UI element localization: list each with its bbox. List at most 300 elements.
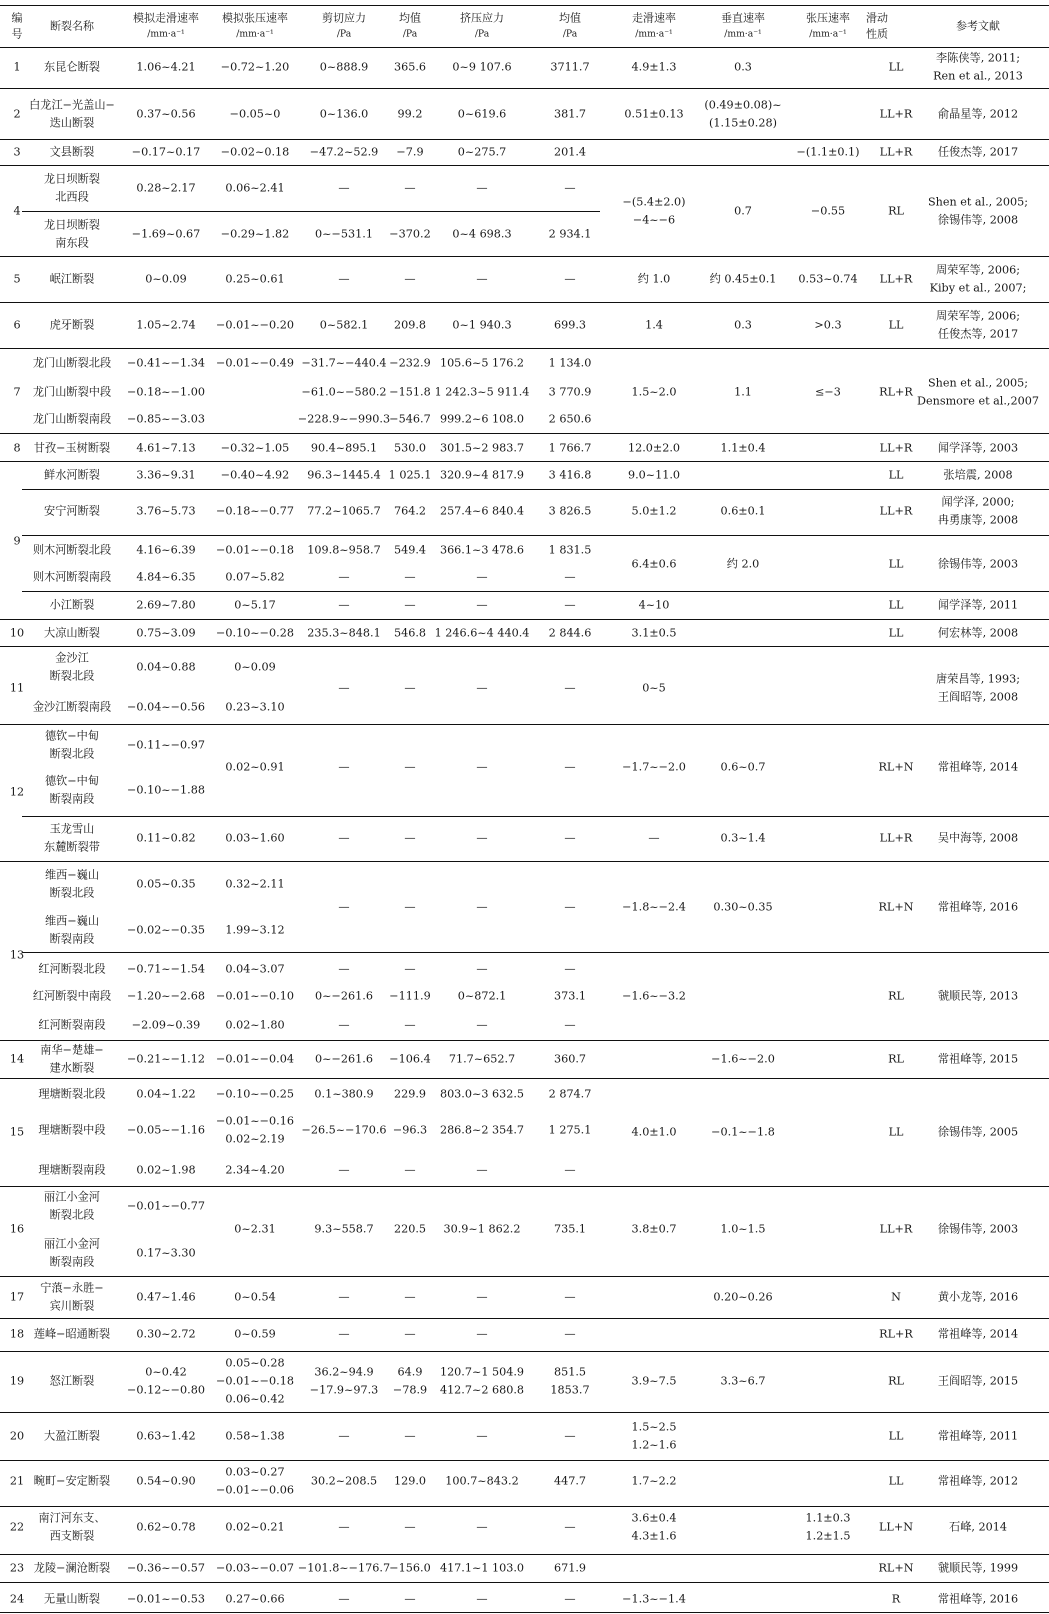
cell-sim-ext: −0.32~1.05 <box>220 441 290 455</box>
cell-ref: 徐锡伟等, 2008 <box>937 213 1019 227</box>
cell-mean2: — <box>564 962 576 976</box>
cell-shear: 0~888.9 <box>319 60 369 74</box>
cell-slip: 3.8±0.7 <box>631 1222 677 1236</box>
cell-sim-slip: 0.30~2.72 <box>136 1327 196 1341</box>
cell-vert: 0.3 <box>734 60 752 74</box>
cell-mean2: — <box>564 900 576 914</box>
cell-slip: −(5.4±2.0) <box>622 195 686 209</box>
cell-sim-slip: 0.54~0.90 <box>136 1474 196 1488</box>
table-rule <box>0 1582 1049 1583</box>
fault-name: 金沙江 <box>55 651 89 665</box>
cell-slip: 5.0±1.2 <box>631 504 677 518</box>
cell-ref: 闻学泽等, 2011 <box>937 598 1019 612</box>
cell-sim-slip: 2.69~7.80 <box>136 598 196 612</box>
cell-mean2: — <box>564 1290 576 1304</box>
cell-sim-ext: 0.02~2.19 <box>225 1132 285 1146</box>
row-number: 19 <box>9 1374 25 1388</box>
cell-ref: 常祖峰等, 2014 <box>937 1327 1019 1341</box>
table-rule <box>22 816 1049 817</box>
cell-mean1: — <box>404 570 416 584</box>
cell-slip: 12.0±2.0 <box>627 441 681 455</box>
fault-name: 岷江断裂 <box>49 272 95 286</box>
cell-sim-ext: −0.01~−0.49 <box>216 356 294 370</box>
cell-comp: — <box>476 1592 488 1606</box>
cell-sim-ext: 0~0.54 <box>234 1290 276 1304</box>
cell-ref: 王阎昭等, 2008 <box>937 690 1019 704</box>
cell-ref: 虢顺民等, 2013 <box>937 989 1019 1003</box>
cell-sim-slip: 0.02~1.98 <box>136 1163 196 1177</box>
cell-nature: RL <box>888 989 904 1003</box>
cell-vert: (1.15±0.28) <box>709 116 777 130</box>
cell-mean2: 3 416.8 <box>548 468 592 482</box>
cell-sim-ext: −0.01~−0.10 <box>216 989 294 1003</box>
cell-nature: LL+R <box>879 504 913 518</box>
fault-name: 南华−楚雄− <box>40 1043 104 1057</box>
cell-mean1: — <box>404 1520 416 1534</box>
header-no: 编 <box>11 11 23 25</box>
cell-slip: 1.5~2.0 <box>631 385 677 399</box>
table-rule <box>0 433 1049 434</box>
cell-mean2: 1 766.7 <box>548 441 592 455</box>
fault-name: 丽江小金河 <box>44 1237 100 1251</box>
cell-nature: LL <box>888 598 904 612</box>
cell-slip: 4.3±1.6 <box>631 1529 677 1543</box>
cell-mean2: 3711.7 <box>550 60 590 74</box>
cell-ext: 0.53~0.74 <box>798 272 858 286</box>
cell-slip: 1.7~2.2 <box>631 1474 677 1488</box>
fault-name: 建水断裂 <box>49 1061 95 1075</box>
cell-ref: 周荣军等, 2006; <box>935 309 1021 323</box>
fault-name: 断裂北段 <box>49 747 95 761</box>
cell-ref: 闻学泽等, 2003 <box>937 441 1019 455</box>
cell-nature: RL+N <box>878 760 914 774</box>
cell-nature: LL+R <box>879 145 913 159</box>
cell-slip: 4~10 <box>638 598 670 612</box>
cell-mean2: 851.5 <box>553 1365 587 1379</box>
fault-name: 北西段 <box>55 190 89 204</box>
cell-mean1: −156.0 <box>389 1561 431 1575</box>
fault-name: 理塘断裂南段 <box>38 1163 106 1177</box>
header-shear-unit: /Pa <box>336 28 352 40</box>
cell-mean1: −370.2 <box>389 227 431 241</box>
cell-sim-ext: −0.01~−0.20 <box>216 318 294 332</box>
cell-mean1: −546.7 <box>389 412 431 426</box>
cell-nature: LL+R <box>879 831 913 845</box>
cell-mean1: 546.8 <box>393 626 427 640</box>
cell-slip: 6.4±0.6 <box>631 557 677 571</box>
cell-shear: — <box>338 831 350 845</box>
row-number: 1 <box>13 60 21 74</box>
cell-shear: — <box>338 1018 350 1032</box>
cell-ref: Shen et al., 2005; <box>927 195 1029 209</box>
table-rule <box>0 5 1049 6</box>
row-number: 20 <box>9 1429 25 1443</box>
table-rule <box>0 1276 1049 1277</box>
cell-sim-ext: 0.03~0.27 <box>225 1465 285 1479</box>
cell-sim-slip: −0.01~−0.53 <box>127 1592 205 1606</box>
cell-sim-slip: −0.17~0.17 <box>131 145 201 159</box>
table-rule <box>0 88 1049 89</box>
cell-ref: 常祖峰等, 2016 <box>937 1592 1019 1606</box>
cell-slip: 1.2~1.6 <box>631 1438 677 1452</box>
cell-ref: 周荣军等, 2006; <box>935 263 1021 277</box>
cell-shear: 9.3~558.7 <box>314 1222 374 1236</box>
table-rule <box>0 861 1049 862</box>
cell-comp: — <box>476 1327 488 1341</box>
cell-ref: 常祖峰等, 2011 <box>937 1429 1019 1443</box>
cell-sim-ext: 2.34~4.20 <box>225 1163 285 1177</box>
cell-shear: — <box>338 681 350 695</box>
cell-shear: 235.3~848.1 <box>307 626 381 640</box>
cell-shear: — <box>338 272 350 286</box>
cell-sim-slip: 0.04~1.22 <box>136 1087 196 1101</box>
cell-mean2: 1 831.5 <box>548 543 592 557</box>
cell-nature: RL+N <box>878 900 914 914</box>
cell-mean2: 3 770.9 <box>548 385 592 399</box>
cell-nature: LL+R <box>879 107 913 121</box>
fault-name: 金沙江断裂南段 <box>32 700 112 714</box>
cell-slip: −1.7~−2.0 <box>622 760 686 774</box>
fault-name: 德钦−中甸 <box>44 774 100 788</box>
cell-mean2: — <box>564 1163 576 1177</box>
cell-sim-slip: 0.04~0.88 <box>136 660 196 674</box>
fault-name: 宾川断裂 <box>49 1299 95 1313</box>
cell-sim-slip: −0.02~−0.35 <box>127 923 205 937</box>
cell-ref: 吴中海等, 2008 <box>937 831 1019 845</box>
header-sim_slip-unit: /mm·a⁻¹ <box>147 28 185 40</box>
cell-comp: 301.5~2 983.7 <box>439 441 525 455</box>
row-number: 23 <box>9 1561 25 1575</box>
cell-comp: 999.2~6 108.0 <box>439 412 525 426</box>
cell-mean1: 549.4 <box>393 543 427 557</box>
row-number: 17 <box>9 1290 25 1304</box>
cell-ref: 王阎昭等, 2015 <box>937 1374 1019 1388</box>
cell-comp: — <box>476 1163 488 1177</box>
cell-sim-ext: −0.29~1.82 <box>220 227 290 241</box>
table-rule <box>0 1351 1049 1352</box>
table-rule <box>0 1554 1049 1555</box>
cell-sim-ext: 0.27~0.66 <box>225 1592 285 1606</box>
cell-mean2: 1853.7 <box>550 1383 590 1397</box>
cell-vert: 3.3~6.7 <box>720 1374 766 1388</box>
cell-sim-ext: −0.10~−0.25 <box>216 1087 294 1101</box>
cell-shear: −31.7~−440.4 <box>301 356 387 370</box>
header-sim_ext-unit: /mm·a⁻¹ <box>236 28 274 40</box>
cell-sim-ext: −0.02~0.18 <box>220 145 290 159</box>
cell-comp: — <box>476 1018 488 1032</box>
cell-sim-slip: −0.21~−1.12 <box>127 1052 205 1066</box>
cell-comp: — <box>476 272 488 286</box>
cell-shear: — <box>338 1592 350 1606</box>
cell-comp: 320.9~4 817.9 <box>439 468 525 482</box>
fault-name: 西支断裂 <box>49 1529 95 1543</box>
cell-mean1: −78.9 <box>392 1383 428 1397</box>
cell-ref: 李陈侠等, 2011; <box>935 51 1021 65</box>
cell-sim-slip: 0.47~1.46 <box>136 1290 196 1304</box>
cell-ext: >0.3 <box>814 318 842 332</box>
cell-sim-slip: 1.06~4.21 <box>136 60 196 74</box>
row-number: 13 <box>9 948 25 962</box>
cell-shear: 0~−531.1 <box>315 227 373 241</box>
cell-ref: Ren et al., 2013 <box>933 69 1023 83</box>
cell-comp: 0~9 107.6 <box>452 60 512 74</box>
cell-sim-slip: −0.10~−1.88 <box>127 783 205 797</box>
cell-comp: — <box>476 181 488 195</box>
header-comp: 挤压应力 <box>460 11 504 25</box>
fault-name: 断裂北段 <box>49 1208 95 1222</box>
row-number: 9 <box>13 534 21 548</box>
cell-mean2: 1 134.0 <box>548 356 592 370</box>
fault-name: 龙门山断裂南段 <box>32 412 112 426</box>
cell-vert: 约 0.45±0.1 <box>709 272 777 286</box>
cell-shear: −17.9~97.3 <box>309 1383 379 1397</box>
cell-mean1: — <box>404 760 416 774</box>
cell-mean2: 671.9 <box>553 1561 587 1575</box>
cell-comp: 417.1~1 103.0 <box>439 1561 525 1575</box>
cell-comp: — <box>476 1429 488 1443</box>
cell-nature: RL <box>888 204 904 218</box>
cell-slip: −1.8~−2.4 <box>622 900 686 914</box>
cell-comp: 71.7~652.7 <box>448 1052 516 1066</box>
fault-name: 维西−巍山 <box>44 868 100 882</box>
cell-ext: −0.55 <box>810 204 846 218</box>
fault-name: 南东段 <box>55 236 89 250</box>
cell-nature: RL+R <box>879 1327 913 1341</box>
fault-name: 断裂南段 <box>49 792 95 806</box>
table-rule <box>22 535 1049 536</box>
cell-slip: 4.0±1.0 <box>631 1125 677 1139</box>
cell-sim-ext: 0.02~1.80 <box>225 1018 285 1032</box>
row-number: 6 <box>13 318 21 332</box>
cell-sim-ext: 0.32~2.11 <box>225 877 285 891</box>
row-number: 4 <box>13 204 21 218</box>
cell-ref: 常祖峰等, 2014 <box>937 760 1019 774</box>
cell-mean2: 2 874.7 <box>548 1087 592 1101</box>
cell-sim-slip: −1.69~0.67 <box>131 227 201 241</box>
header-ref: 参考文献 <box>956 19 1000 33</box>
cell-shear: — <box>338 1429 350 1443</box>
cell-slip: −1.3~−1.4 <box>622 1592 686 1606</box>
cell-sim-slip: −0.05~−1.16 <box>127 1123 205 1137</box>
cell-comp: — <box>476 570 488 584</box>
cell-ref: 任俊杰等, 2017 <box>937 145 1019 159</box>
fault-name: 东麓断裂带 <box>44 840 100 854</box>
row-number: 22 <box>9 1520 25 1534</box>
fault-name: 断裂南段 <box>49 932 95 946</box>
cell-slip: 9.0~11.0 <box>627 468 681 482</box>
cell-mean1: 209.8 <box>393 318 427 332</box>
cell-mean1: — <box>404 1592 416 1606</box>
cell-mean1: 1 025.1 <box>388 468 432 482</box>
cell-sim-slip: −0.41~−1.34 <box>127 356 205 370</box>
cell-comp: 100.7~843.2 <box>445 1474 519 1488</box>
cell-sim-slip: 0.05~0.35 <box>136 877 196 891</box>
cell-mean2: 381.7 <box>553 107 587 121</box>
table-rule <box>0 461 1049 462</box>
fault-name: 甘孜−玉树断裂 <box>33 441 111 455</box>
header-mean2-unit: /Pa <box>562 28 578 40</box>
cell-vert: 0.6±0.1 <box>720 504 766 518</box>
fault-name: 文县断裂 <box>49 145 95 159</box>
cell-vert: 约 2.0 <box>726 557 760 571</box>
header-nature-unit: 性质 <box>866 27 888 41</box>
cell-ref: 任俊杰等, 2017 <box>937 327 1019 341</box>
cell-mean1: — <box>404 900 416 914</box>
table-rule <box>0 1412 1049 1413</box>
cell-ref: 张培震, 2008 <box>943 468 1013 482</box>
cell-nature: LL+R <box>879 441 913 455</box>
cell-mean2: — <box>564 760 576 774</box>
fault-name: 畹町−安定断裂 <box>33 1474 111 1488</box>
row-number: 16 <box>9 1222 25 1236</box>
cell-mean1: 365.6 <box>393 60 427 74</box>
cell-mean1: −106.4 <box>389 1052 431 1066</box>
fault-name: 断裂北段 <box>49 669 95 683</box>
cell-mean2: — <box>564 1018 576 1032</box>
fault-name: 怒江断裂 <box>49 1374 95 1388</box>
cell-slip: 0.51±0.13 <box>624 107 684 121</box>
cell-sim-ext: 0.06~2.41 <box>225 181 285 195</box>
cell-mean2: 2 650.6 <box>548 412 592 426</box>
cell-shear: 77.2~1065.7 <box>307 504 381 518</box>
cell-sim-ext: −0.03~−0.07 <box>216 1561 294 1575</box>
cell-mean1: 764.2 <box>393 504 427 518</box>
cell-ref: 黄小龙等, 2016 <box>937 1290 1019 1304</box>
cell-mean2: — <box>564 681 576 695</box>
cell-vert: 1.0~1.5 <box>720 1222 766 1236</box>
table-rule <box>0 1506 1049 1507</box>
cell-mean2: — <box>564 598 576 612</box>
cell-ref: 唐荣昌等, 1993; <box>935 672 1021 686</box>
cell-nature: LL <box>888 557 904 571</box>
fault-name: 断裂南段 <box>49 1255 95 1269</box>
cell-comp: 105.6~5 176.2 <box>439 356 525 370</box>
table-rule <box>0 1460 1049 1461</box>
cell-comp: 0~619.6 <box>457 107 507 121</box>
table-rule <box>0 619 1049 620</box>
cell-nature: LL+R <box>879 272 913 286</box>
cell-nature: LL <box>888 1474 904 1488</box>
cell-nature: LL <box>888 60 904 74</box>
fault-name: 宁蒗−永胜− <box>40 1281 104 1295</box>
cell-nature: R <box>891 1592 901 1606</box>
cell-vert: (0.49±0.08)~ <box>704 98 782 112</box>
cell-shear: 96.3~1445.4 <box>307 468 381 482</box>
cell-mean2: — <box>564 570 576 584</box>
cell-ref: 何宏林等, 2008 <box>937 626 1019 640</box>
cell-comp: 0~872.1 <box>457 989 507 1003</box>
cell-comp: — <box>476 1290 488 1304</box>
fault-name: 龙陵−澜沧断裂 <box>33 1561 111 1575</box>
row-number: 21 <box>9 1474 25 1488</box>
cell-sim-ext: 0.23~3.10 <box>225 700 285 714</box>
row-number: 18 <box>9 1327 25 1341</box>
cell-vert: 0.7 <box>734 204 752 218</box>
cell-comp: — <box>476 1520 488 1534</box>
cell-ref: 闻学泽, 2000; <box>941 495 1015 509</box>
cell-sim-ext: 1.99~3.12 <box>225 923 285 937</box>
header-name: 断裂名称 <box>50 19 94 33</box>
fault-name: 莲峰−昭通断裂 <box>33 1327 111 1341</box>
fault-name: 大凉山断裂 <box>44 626 100 640</box>
cell-nature: LL <box>888 468 904 482</box>
fault-name: 大盈江断裂 <box>44 1429 100 1443</box>
cell-mean2: 1 275.1 <box>548 1123 592 1137</box>
header-vert-unit: /mm·a⁻¹ <box>724 28 762 40</box>
cell-ext: ≤−3 <box>815 385 841 399</box>
cell-vert: 1.1±0.4 <box>720 441 766 455</box>
cell-ref: 常祖峰等, 2012 <box>937 1474 1019 1488</box>
cell-ref: Shen et al., 2005; <box>927 376 1029 390</box>
cell-shear: — <box>338 570 350 584</box>
cell-sim-slip: 3.36~9.31 <box>136 468 196 482</box>
cell-sim-slip: 4.61~7.13 <box>136 441 196 455</box>
cell-shear: −101.8~−176.7 <box>297 1561 391 1575</box>
cell-ref: 虢顺民等, 1999 <box>937 1561 1019 1575</box>
cell-slip: −4~−6 <box>632 213 676 227</box>
cell-vert: −0.1~−1.8 <box>711 1125 775 1139</box>
cell-sim-slip: −1.20~−2.68 <box>127 989 205 1003</box>
cell-shear: — <box>338 1327 350 1341</box>
fault-name: 迭山断裂 <box>49 116 95 130</box>
cell-shear: 0.1~380.9 <box>314 1087 374 1101</box>
table-rule <box>0 1186 1049 1187</box>
cell-sim-ext: 0.04~3.07 <box>225 962 285 976</box>
table-rule <box>22 952 1049 953</box>
cell-shear: −61.0~−580.2 <box>301 385 387 399</box>
cell-ref: Densmore et al.,2007 <box>917 394 1039 408</box>
cell-sim-ext: 0~2.31 <box>234 1222 276 1236</box>
cell-mean1: 229.9 <box>393 1087 427 1101</box>
cell-slip: 1.4 <box>645 318 663 332</box>
table-rule <box>0 256 1049 257</box>
cell-shear: 0~582.1 <box>319 318 369 332</box>
cell-slip: 3.6±0.4 <box>631 1511 677 1525</box>
cell-sim-slip: −0.04~−0.56 <box>127 700 205 714</box>
fault-name: 红河断裂北段 <box>38 962 106 976</box>
cell-sim-ext: 0.06~0.42 <box>225 1392 285 1406</box>
cell-mean1: — <box>404 962 416 976</box>
cell-slip: 约 1.0 <box>637 272 671 286</box>
cell-slip: — <box>648 831 660 845</box>
cell-shear: — <box>338 1290 350 1304</box>
cell-mean2: 2 934.1 <box>548 227 592 241</box>
cell-mean1: −111.9 <box>389 989 431 1003</box>
cell-comp: — <box>476 900 488 914</box>
cell-comp: — <box>476 681 488 695</box>
cell-sim-slip: 1.05~2.74 <box>136 318 196 332</box>
header-sim_ext: 模拟张压速率 <box>222 11 288 25</box>
cell-slip: 0~5 <box>642 681 666 695</box>
fault-name: 白龙江−光盖山− <box>29 98 115 112</box>
row-number: 11 <box>9 681 25 695</box>
cell-nature: LL+R <box>879 1222 913 1236</box>
cell-shear: — <box>338 962 350 976</box>
cell-shear: 90.4~895.1 <box>310 441 378 455</box>
cell-sim-slip: −0.36~−0.57 <box>127 1561 205 1575</box>
row-number: 14 <box>9 1052 25 1066</box>
row-number: 7 <box>13 385 21 399</box>
table-rule <box>0 139 1049 140</box>
cell-shear: 0~−261.6 <box>315 989 373 1003</box>
cell-mean1: −151.8 <box>389 385 431 399</box>
table-rule <box>22 211 600 212</box>
cell-mean2: — <box>564 181 576 195</box>
cell-comp: 286.8~2 354.7 <box>439 1123 525 1137</box>
fault-name: 玉龙雪山 <box>49 822 95 836</box>
cell-slip: 3.1±0.5 <box>631 626 677 640</box>
cell-shear: −47.2~52.9 <box>309 145 379 159</box>
